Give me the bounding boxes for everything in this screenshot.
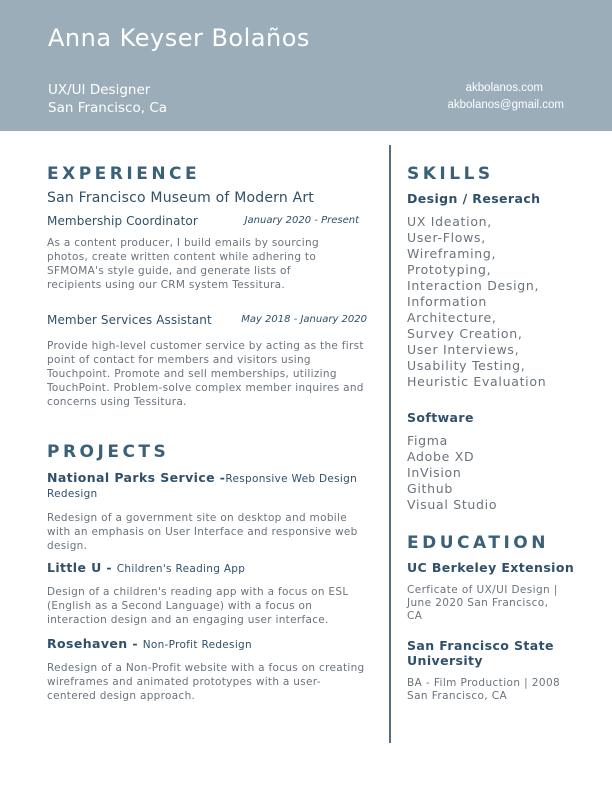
project-name: National Parks Service - — [47, 470, 226, 485]
skill-item: Usability Testing, — [407, 358, 526, 373]
job-role: UX/UI Designer — [48, 82, 151, 98]
job-header — [47, 214, 359, 230]
skill-item: User-Flows, — [407, 230, 486, 245]
software-list — [407, 433, 497, 513]
skill-item: UX Ideation, — [407, 214, 492, 229]
skill-item: Prototyping, — [407, 262, 492, 277]
design-research-heading: Design / Reserach — [407, 191, 541, 206]
software-item: Adobe XD — [407, 449, 475, 464]
job-description: As a content producer, I build emails by sourcing photos, create written content while adhering to SFMOMA's style guide, and generate lists of recipients using our CRM system Tessitura. — [47, 237, 319, 291]
job-title: Member Services Assistant — [47, 313, 212, 327]
email-link[interactable]: akbolanos@gmail.com — [447, 99, 564, 111]
project-title — [47, 637, 367, 652]
software-heading: Software — [407, 410, 474, 425]
experience-heading: EXPERIENCE — [47, 164, 201, 184]
software-item: InVision — [407, 465, 462, 480]
project-title — [47, 561, 367, 576]
skill-item: User Interviews, — [407, 342, 520, 357]
school-detail: Cerficate of UX/UI Design | June 2020 San Francisco, CA — [407, 584, 558, 622]
software-item: Visual Studio — [407, 497, 498, 512]
project-subtitle: Children's Reading App — [116, 563, 246, 575]
job-title: Membership Coordinator — [47, 214, 198, 228]
education-heading: EDUCATION — [407, 533, 549, 553]
job-description: Provide high-level customer service by acting as the first point of contact for members and visitors using Touchpoint. Promote and sell memberships, utilizing TouchPoint. Problem-solve complex member inquires and concerns using Tessitura. — [47, 340, 364, 408]
employer-name: San Francisco Museum of Modern Art — [47, 190, 314, 206]
skill-item: Wireframing, — [407, 246, 497, 261]
header-banner — [0, 0, 612, 131]
project-description: Design of a children's reading app with a focus on ESL (English as a Second Language) with a focus on interaction design and an engaging user interface. — [47, 586, 349, 626]
job-entry — [47, 214, 359, 292]
column-divider — [389, 145, 391, 743]
project-description: Redesign of a government site on desktop and mobile with an emphasis on User Interface and responsive web design. — [47, 512, 358, 552]
skill-item: Architecture, — [407, 310, 497, 325]
design-skills-list — [407, 214, 546, 390]
project-title — [47, 471, 367, 501]
project-name: Rosehaven - — [47, 636, 138, 651]
project-entry — [47, 561, 367, 627]
school-detail: BA - Film Production | 2008 San Francisco, CA — [407, 677, 561, 702]
website-link[interactable]: akbolanos.com — [465, 82, 543, 94]
skill-item: Information — [407, 294, 488, 309]
project-name: Little U - — [47, 560, 113, 575]
project-entry — [47, 637, 367, 703]
skill-item: Interaction Design, — [407, 278, 540, 293]
project-description: Redesign of a Non-Profit website with a focus on creating wireframes and animated prototypes with a user-centered design approach. — [47, 662, 365, 702]
project-subtitle: Non-Profit Redesign — [142, 639, 252, 651]
job-dates: May 2018 - January 2020 — [241, 314, 367, 325]
project-entry — [47, 471, 367, 553]
project-subtitle: Responsive Web Design Redesign — [47, 473, 358, 500]
software-item: Github — [407, 481, 454, 496]
job-dates: January 2020 - Present — [244, 215, 359, 226]
projects-heading: PROJECTS — [47, 442, 170, 462]
skill-item: Heuristic Evaluation — [407, 374, 547, 389]
software-item: Figma — [407, 433, 449, 448]
skills-heading: SKILLS — [407, 164, 494, 184]
job-header — [47, 313, 367, 329]
job-entry — [47, 313, 367, 409]
school-name: San Francisco State University — [407, 638, 554, 668]
school-name: UC Berkeley Extension — [407, 560, 575, 575]
candidate-name: Anna Keyser Bolaños — [48, 24, 310, 52]
location: San Francisco, Ca — [48, 100, 168, 116]
skill-item: Survey Creation, — [407, 326, 523, 341]
